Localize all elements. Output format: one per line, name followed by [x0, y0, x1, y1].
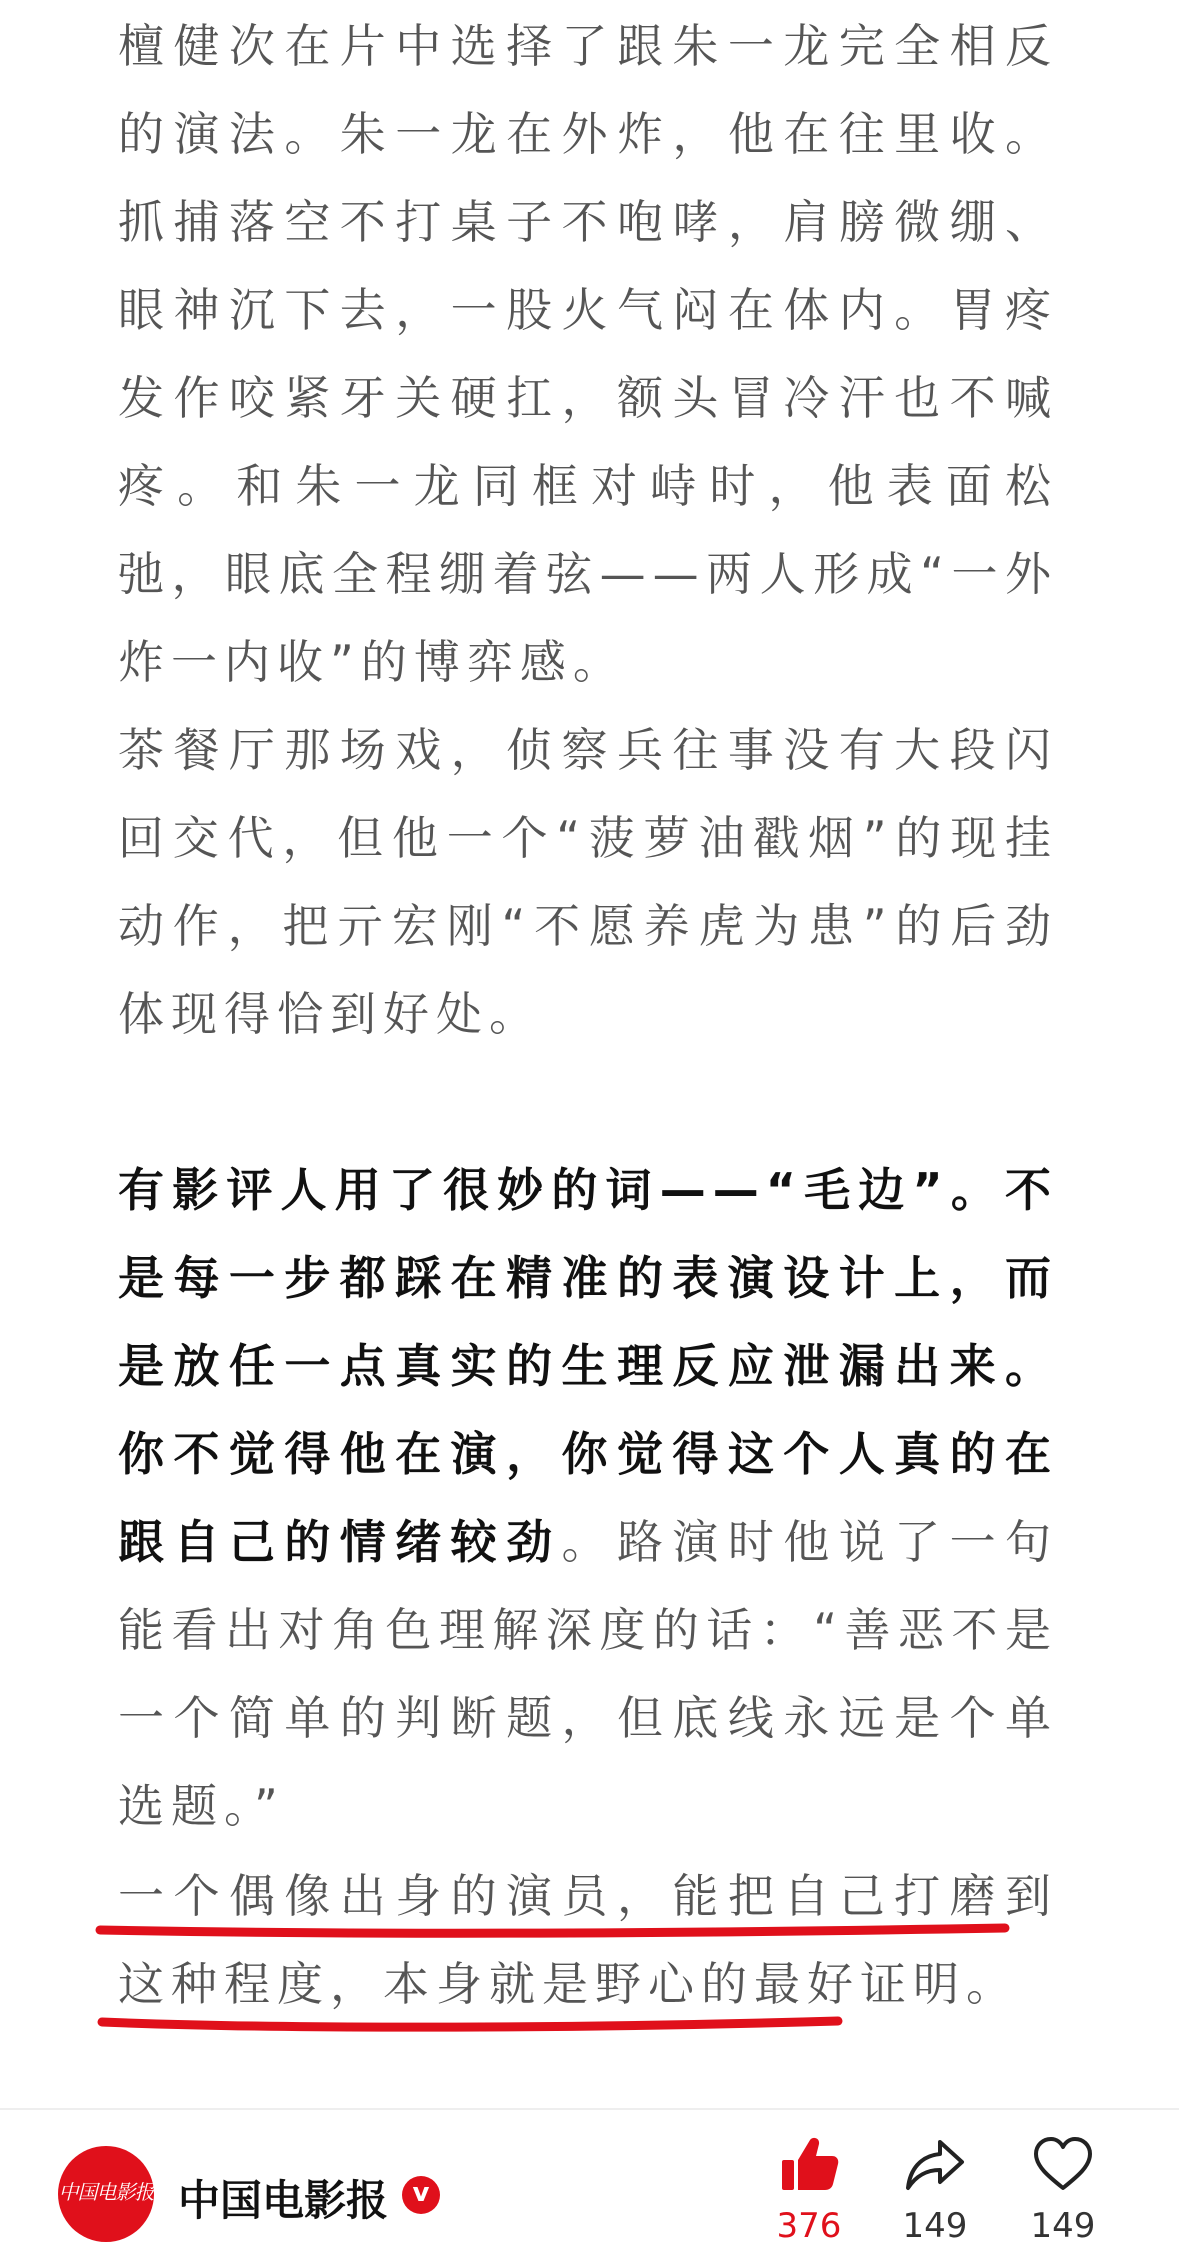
share-button[interactable]	[880, 2132, 990, 2248]
article-paragraph-2: 茶餐厅那场戏，侦察兵往事没有大段闪回交代，但他一个“菠萝油戳烟”的现挂动作，把亓宏刚“不愿养虎为患”的后劲体现得恰到好处。	[118, 723, 1058, 1041]
account-avatar[interactable]	[58, 2146, 154, 2242]
verified-mark: v	[412, 2178, 430, 2208]
account-name[interactable]: 中国电影报	[178, 2176, 389, 2225]
footer-bar	[0, 2110, 1179, 2248]
article-paragraph-1: 檀健次在片中选择了跟朱一龙完全相反的演法。朱一龙在外炸，他在往里收。抓捕落空不打桌子不咆哮，肩膀微绷、眼神沉下去，一股火气闷在体内。胃疼发作咬紧牙关硬扛，额头冒冷汗也不喊疼。和朱一龙同框对峙时，他表面松弛，眼底全程绷着弦——两人形成“一外炸一内收”的博弈感。	[118, 19, 1058, 689]
article-paragraph-3-rest: 。路演时他说了一句能看出对角色理解深度的话：“善恶不是一个简单的判断题，但底线永远是个单选题。”	[118, 1515, 1058, 1833]
article-paragraph-3-bold: 有影评人用了很妙的词——“毛边”。不是每一步都踩在精准的表演设计上，而是放任一点真实的生理反应泄漏出来。你不觉得他在演，你觉得这个人真的在跟自己的情绪较劲	[118, 1163, 1058, 1569]
share-count: 149	[902, 2206, 968, 2246]
avatar-logo-text: 中国电影报	[58, 2180, 154, 2204]
article-paragraph-3	[118, 1146, 1058, 1850]
thumbs-up-icon	[776, 2132, 842, 2198]
like-button[interactable]	[754, 2132, 864, 2248]
like-count: 376	[776, 2206, 842, 2246]
favorite-count: 149	[1030, 2206, 1096, 2246]
verified-icon	[402, 2176, 440, 2214]
heart-icon	[1030, 2132, 1096, 2198]
favorite-button[interactable]	[1008, 2132, 1118, 2248]
article-paragraph-4: 一个偶像出身的演员，能把自己打磨到这种程度，本身就是野心的最好证明。	[118, 1869, 1058, 2011]
share-icon	[902, 2132, 968, 2198]
